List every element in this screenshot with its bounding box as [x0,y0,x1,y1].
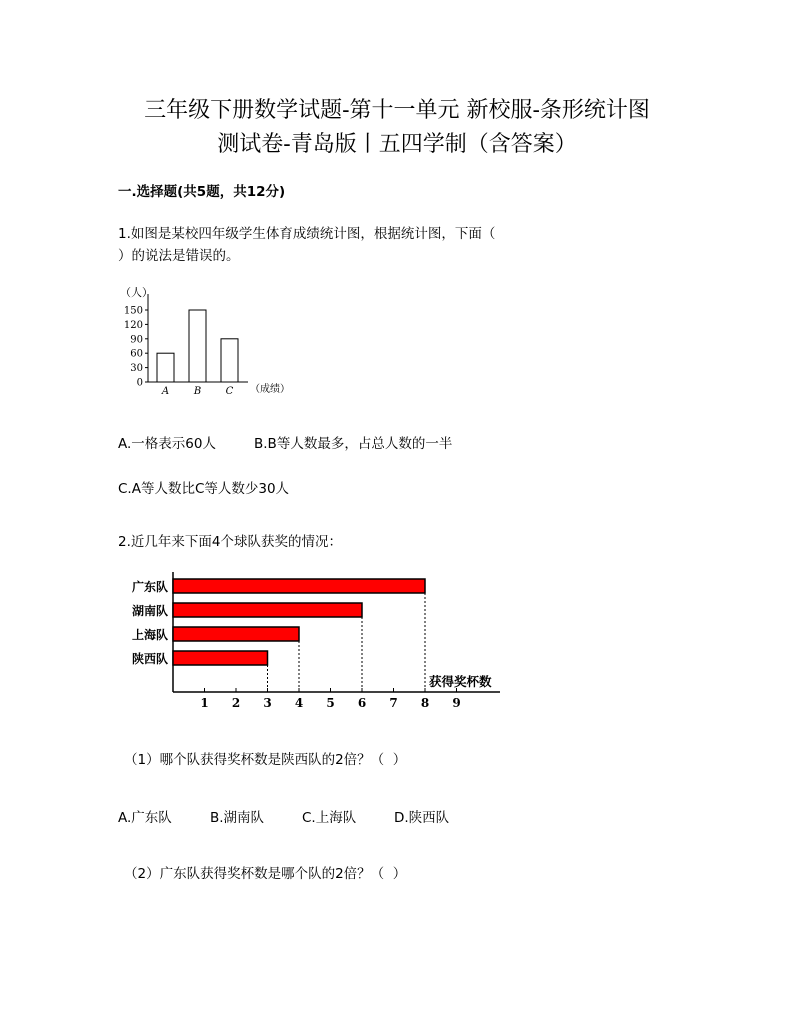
chart-2-trophies [110,568,530,718]
chart-2-xtick-label: 2 [231,696,241,710]
section-heading: 一.选择题(共5题，共12分) [118,184,286,200]
question-1-option-a: A.一格表示60人 [118,436,216,452]
question-2-sub1-option-a: A.广东队 [118,810,172,826]
chart-1-ytick-label: 150 [123,305,143,317]
chart-1-ytick-label: 30 [130,363,143,375]
chart-2-bar [173,603,362,617]
question-1-option-b: B.B等人数最多，占总人数的一半 [254,436,453,452]
doc-title-line1: 三年级下册数学试题-第十一单元 新校服-条形统计图 [144,98,650,123]
question-2-sub2: （2）广东队获得奖杯数是哪个队的2倍？（ ） [124,866,407,882]
chart-1-bar [189,310,206,382]
chart-1-category-label: B [193,386,202,397]
chart-2-category-label: 广东队 [131,580,168,594]
question-2-stem: 2.近几年来下面4个球队获奖的情况： [118,534,342,550]
chart-1-ytick-label: 90 [130,334,143,346]
chart-2-bar [173,627,299,641]
chart-1-ytick-label: 120 [123,319,143,331]
chart-2-xtick-label: 4 [294,696,304,710]
question-1-line2: ）的说法是错误的。 [118,248,240,264]
chart-1-category-label: A [161,386,170,397]
chart-2-bar [173,579,425,593]
chart-2-xlabel: 获得奖杯数 [429,674,492,689]
chart-1-ylabel: （人） [120,286,153,299]
chart-2-xtick-label: 3 [263,696,272,710]
chart-2-bar [173,651,268,665]
chart-1-grades [110,282,310,402]
chart-2-category-label: 湖南队 [131,604,168,618]
chart-2-category-label: 上海队 [131,628,168,642]
chart-2-xtick-label: 6 [357,696,367,710]
question-1-option-c: C.A等人数比C等人数少30人 [118,481,290,497]
doc-title-line2: 测试卷-青岛版丨五四学制（含答案） [217,132,577,157]
chart-1-bar [157,353,174,382]
question-2-sub1-option-b: B.湖南队 [210,810,265,826]
question-2-sub1: （1）哪个队获得奖杯数是陕西队的2倍？（ ） [124,752,407,768]
chart-1-xlabel: （成绩） [250,384,290,395]
chart-1-ytick-label: 60 [130,348,143,360]
chart-2-xtick-label: 9 [452,696,461,710]
chart-2-xtick-label: 7 [389,696,398,710]
chart-2-xtick-label: 5 [326,696,335,710]
chart-1-bar [221,339,238,382]
chart-2-xtick-label: 1 [200,696,209,710]
question-1-line1: 1.如图是某校四年级学生体育成绩统计图，根据统计图，下面（ [118,226,496,242]
question-2-sub1-option-d: D.陕西队 [394,810,450,826]
chart-1-category-label: C [225,386,234,397]
chart-1-ytick-label: 0 [136,377,143,389]
chart-2-xtick-label: 8 [420,696,430,710]
question-2-sub1-option-c: C.上海队 [302,810,357,826]
chart-2-category-label: 陕西队 [131,652,168,666]
